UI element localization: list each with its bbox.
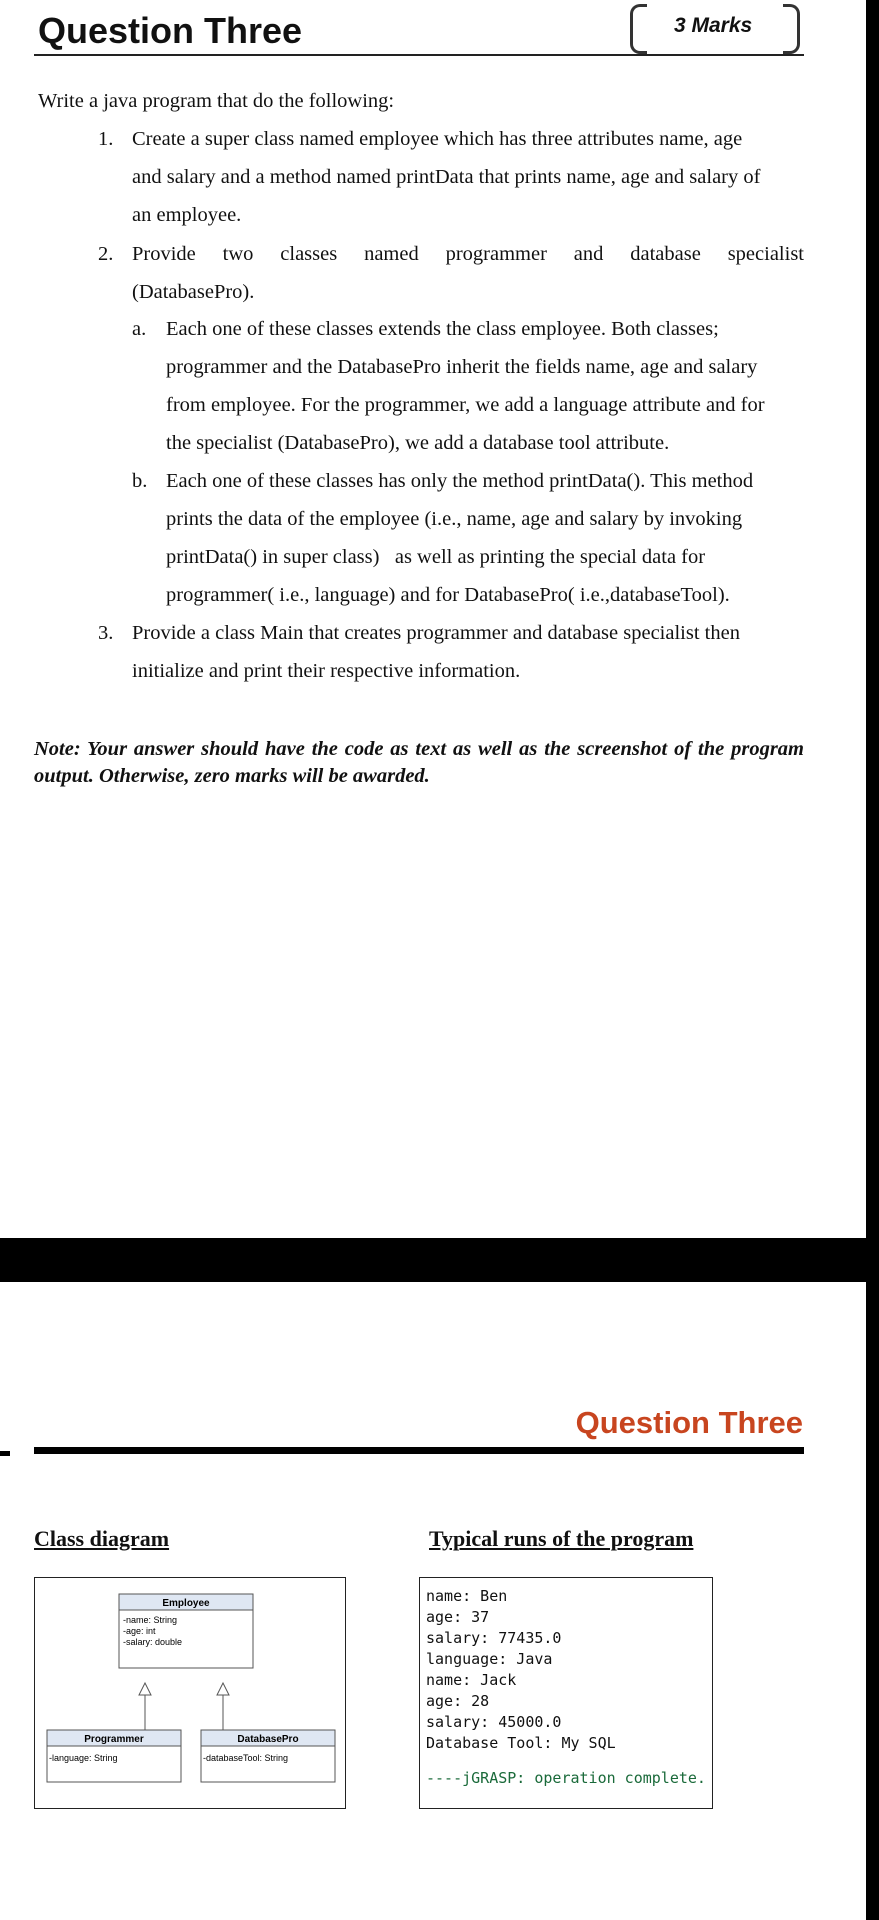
item-number: 3. <box>98 622 114 644</box>
programmer-attr-box <box>47 1746 181 1782</box>
page-separator <box>0 1238 879 1282</box>
output-line: name: Jack <box>426 1671 517 1689</box>
note-text: Note: Your answer should have the code as text as well as the screenshot of the program output. Otherwise, zero marks will be awarded. <box>34 738 804 787</box>
text-line: the specialist (DatabasePro), we add a database tool attribute. <box>166 432 670 454</box>
inheritance-arrow-icon <box>217 1683 229 1695</box>
item-1-text <box>132 120 804 234</box>
output-line: age: 28 <box>426 1692 490 1710</box>
item-3-text <box>132 614 804 690</box>
text-line: initialize and print their respective information. <box>132 660 521 682</box>
subitem-b-text <box>166 462 804 614</box>
text-line: Each one of these classes extends the class employee. Both classes; <box>166 318 719 340</box>
section-rule <box>34 1447 804 1454</box>
output-line: age: 37 <box>426 1608 490 1626</box>
left-bracket <box>630 4 647 54</box>
class-diagram-heading: Class diagram <box>34 1526 170 1551</box>
databasepro-attr: -databaseTool: String <box>203 1753 289 1763</box>
text-line: Create a super class named employee which has three attributes name, age <box>132 128 743 150</box>
output-line: salary: 77435.0 <box>426 1629 562 1647</box>
subitem-letter: a. <box>132 318 147 340</box>
output-line: Database Tool: My SQL <box>426 1734 616 1752</box>
programmer-attr: -language: String <box>49 1753 118 1763</box>
employee-attr: -name: String <box>123 1615 178 1625</box>
intro-text: Write a java program that do the following: <box>38 90 395 112</box>
text-line: programmer and the DatabasePro inherit the fields name, age and salary <box>166 356 758 378</box>
subitem-a-text <box>166 310 804 462</box>
text-line: and salary and a method named printData that prints name, age and salary of <box>132 166 761 188</box>
item-2-text <box>132 235 804 311</box>
item-number: 2. <box>98 243 114 265</box>
employee-attr: -salary: double <box>123 1637 183 1647</box>
databasepro-class-name: DatabasePro <box>237 1734 299 1745</box>
marks-badge <box>630 4 800 48</box>
programmer-class-name: Programmer <box>84 1734 144 1745</box>
databasepro-attr-box <box>201 1746 335 1782</box>
text-line: Each one of these classes has only the method printData(). This method <box>166 470 754 492</box>
right-bracket <box>783 4 800 54</box>
program-output <box>419 1577 713 1809</box>
text-line: printData() in super class) as well as printing the special data for <box>166 546 706 568</box>
section-title: Question Three <box>575 1405 803 1440</box>
uml-diagram <box>35 1578 345 1808</box>
subitem-letter: b. <box>132 470 148 492</box>
output-line: salary: 45000.0 <box>426 1713 562 1731</box>
output-lines <box>426 1586 706 1789</box>
typical-runs-heading: Typical runs of the program <box>429 1526 694 1551</box>
output-line: language: Java <box>426 1650 553 1668</box>
text-line: Provide a class Main that creates programmer and database specialist then <box>132 622 740 644</box>
class-diagram <box>34 1577 346 1809</box>
header-rule <box>34 54 804 56</box>
page-edge-strip <box>866 0 879 1920</box>
output-status-line: ----jGRASP: operation complete. <box>426 1769 706 1787</box>
text-line: programmer( i.e., language) and for DatabasePro( i.e.,databaseTool). <box>166 584 730 606</box>
output-line: name: Ben <box>426 1587 508 1605</box>
item-number: 1. <box>98 128 114 150</box>
text-line: Provide two classes named programmer and database specialist <box>132 243 804 265</box>
text-line: prints the data of the employee (i.e., name, age and salary by invoking <box>166 508 743 530</box>
text-line: (DatabasePro). <box>132 281 255 303</box>
employee-attr: -age: int <box>123 1626 156 1636</box>
margin-mark <box>0 1451 10 1456</box>
question-title: Question Three <box>38 10 303 51</box>
text-line: from employee. For the programmer, we add a language attribute and for <box>166 394 765 416</box>
inheritance-arrow-icon <box>139 1683 151 1695</box>
employee-class-name: Employee <box>162 1598 210 1609</box>
text-line: an employee. <box>132 204 242 226</box>
marks-label: 3 Marks <box>674 14 753 37</box>
